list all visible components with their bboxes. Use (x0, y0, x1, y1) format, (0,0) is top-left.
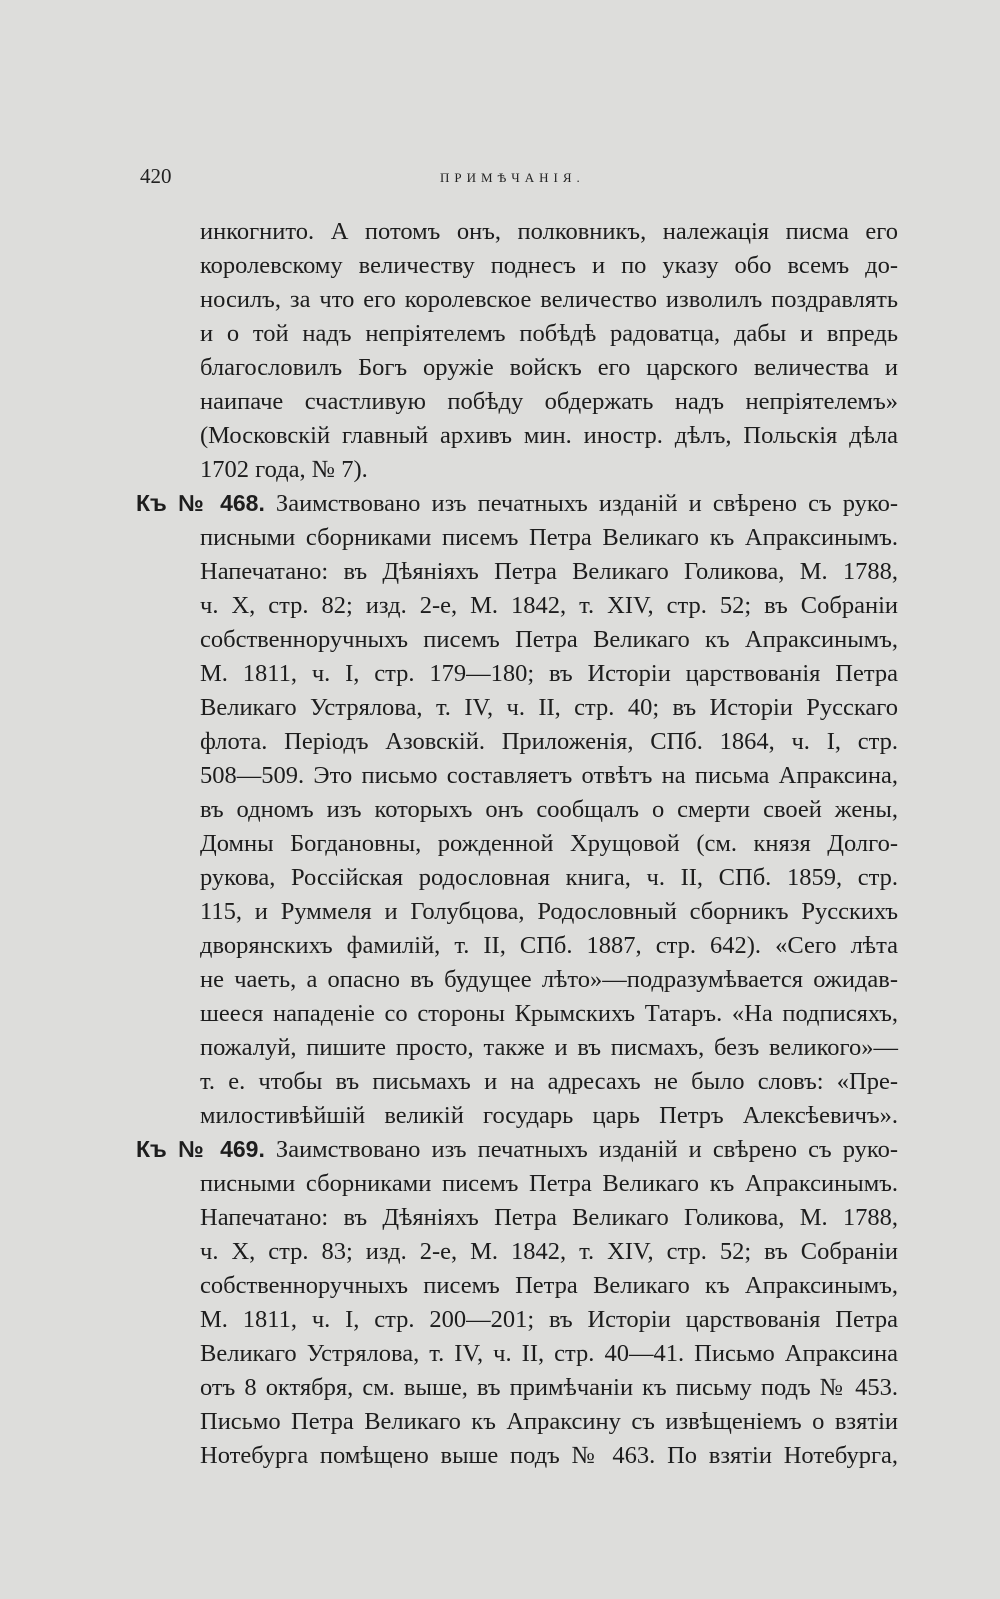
text-line: собственноручныхъ писемъ Петра Великаго къ Апраксинымъ, (200, 626, 898, 653)
text-line: дворянскихъ фамилій, т. II, СПб. 1887, стр. 642). «Сего лѣта (200, 932, 898, 959)
text-line: не чаеть, а опасно въ будущее лѣто»—подразумѣвается ожидав- (200, 966, 898, 993)
text-line: писными сборниками писемъ Петра Великаго къ Апраксинымъ. (200, 524, 898, 551)
text-line: Великаго Устрялова, т. IV, ч. II, стр. 40—41. Письмо Апраксина (200, 1340, 898, 1367)
text-line: 508—509. Это письмо составляетъ отвѣтъ на письма Апраксина, (200, 762, 898, 789)
text-line: ч. X, стр. 82; изд. 2-е, М. 1842, т. XIV, стр. 52; въ Собраніи (200, 592, 898, 619)
text-line: инкогнито. А потомъ онъ, полковникъ, належація писма его (200, 218, 898, 245)
text-line: флота. Періодъ Азовскій. Приложенія, СПб. 1864, ч. I, стр. (200, 728, 898, 755)
text-line: 1702 года, № 7). (200, 456, 368, 483)
text-line: и о той надъ непріятелемъ побѣдѣ радоватца, дабы и впредь (200, 320, 898, 347)
text-line: Заимствовано изъ печатныхъ изданій и свѣрено съ руко- (275, 490, 898, 517)
note-468-first-line (136, 490, 898, 518)
text-line: носилъ, за что его королевское величество изволилъ поздравлять (200, 286, 898, 313)
text-line: М. 1811, ч. I, стр. 200—201; въ Исторіи царствованія Петра (200, 1306, 898, 1333)
text-line: пожалуй, пишите просто, также и въ писмахъ, безъ великого»— (200, 1034, 898, 1061)
note-469-first-line (136, 1136, 898, 1164)
text-line: 115, и Руммеля и Голубцова, Родословный сборникъ Русскихъ (200, 898, 898, 925)
text-line: отъ 8 октября, см. выше, въ примѣчаніи къ письму подъ № 453. (200, 1374, 898, 1401)
text-line: рукова, Россійская родословная книга, ч. II, СПб. 1859, стр. (200, 864, 898, 891)
text-line: Напечатано: въ Дѣяніяхъ Петра Великаго Голикова, М. 1788, (200, 1204, 898, 1231)
text-line: Заимствовано изъ печатныхъ изданій и свѣрено съ руко- (275, 1136, 898, 1163)
text-line: (Московскій главный архивъ мин. иностр. дѣлъ, Польскія дѣла (200, 422, 898, 449)
text-line: Письмо Петра Великаго къ Апраксину съ извѣщеніемъ о взятіи (200, 1408, 898, 1435)
text-line: ч. X, стр. 83; изд. 2-е, М. 1842, т. XIV, стр. 52; въ Собраніи (200, 1238, 898, 1265)
note-number-469: Къ № 469. (136, 1136, 265, 1162)
text-line: королевскому величеству поднесъ и по указу обо всемъ до- (200, 252, 898, 279)
text-line: въ одномъ изъ которыхъ онъ сообщалъ о смерти своей жены, (200, 796, 898, 823)
page-number: 420 (140, 164, 172, 188)
text-line: М. 1811, ч. I, стр. 179—180; въ Исторіи царствованія Петра (200, 660, 898, 687)
text-line: писными сборниками писемъ Петра Великаго къ Апраксинымъ. (200, 1170, 898, 1197)
text-line: Напечатано: въ Дѣяніяхъ Петра Великаго Голикова, М. 1788, (200, 558, 898, 585)
text-line: Великаго Устрялова, т. IV, ч. II, стр. 40; въ Исторіи Русскаго (200, 694, 898, 721)
text-line: т. е. чтобы въ письмахъ и на адресахъ не было словъ: «Пре- (200, 1068, 898, 1095)
text-line: собственноручныхъ писемъ Петра Великаго къ Апраксинымъ, (200, 1272, 898, 1299)
note-number-468: Къ № 468. (136, 490, 265, 516)
text-line: Домны Богдановны, рожденной Хрущовой (см. князя Долго- (200, 830, 898, 857)
text-line: Нотебурга помѣщено выше подъ № 463. По взятіи Нотебурга, (200, 1442, 898, 1469)
text-line: благословилъ Богъ оружіе войскъ его царского величества и (200, 354, 898, 381)
text-line: милостивѣйшій великій государь царь Петръ Алексѣевичъ». (200, 1102, 898, 1129)
text-line: шееся нападеніе со стороны Крымскихъ Татаръ. «На подписяхъ, (200, 1000, 898, 1027)
running-head (140, 164, 900, 194)
text-line: наипаче счастливую побѣду обдержать надъ непріятелемъ» (200, 388, 898, 415)
section-title: ПРИМѢЧАНІЯ. (440, 170, 585, 185)
